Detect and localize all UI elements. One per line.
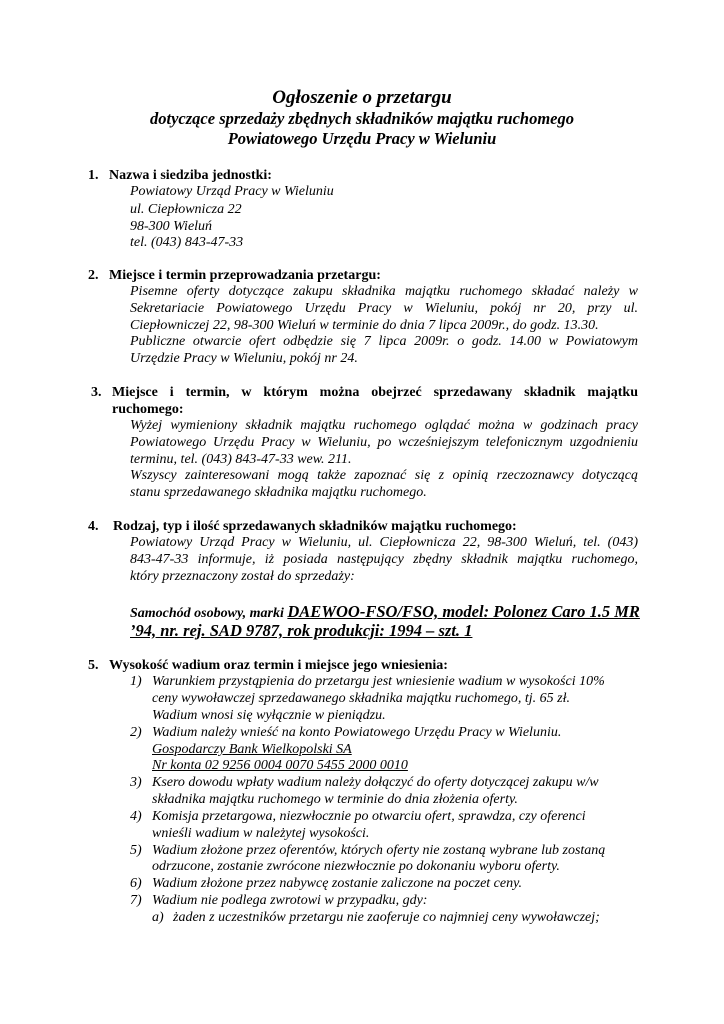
- section-heading: Rodzaj, typ i ilość sprzedawanych składników majątku ruchomego:: [113, 519, 517, 534]
- list-item-line: Wadium złożone przez nabywcę zostanie zaliczone na poczet ceny.: [152, 876, 523, 891]
- body-line: 843-47-33 informuje, iż posiada następujący zbędny składnik majątku ruchomego,: [130, 552, 638, 567]
- list-item-line: Komisja przetargowa, niezwłocznie po otwarciu ofert, sprawdza, czy oferenci: [152, 809, 586, 824]
- vehicle-prefix: Samochód osobowy, marki: [130, 606, 288, 621]
- list-item-line: odrzucone, zostanie zwrócone niezwłocznie po dokonaniu wyboru oferty.: [152, 859, 560, 874]
- list-item-line: Wadium należy wnieść na konto Powiatowego Urzędu Pracy w Wieluniu.: [152, 725, 562, 740]
- body-line: stanu sprzedawanego składnika majątku ruchomego.: [130, 485, 427, 500]
- list-item-line: ceny wywoławczej sprzedawanego składnika majątku ruchomego, tj. 65 zł.: [152, 691, 570, 706]
- body-line: który przeznaczony został do sprzedaży:: [130, 569, 355, 584]
- section-heading: Wysokość wadium oraz termin i miejsce jego wniesienia:: [109, 658, 448, 673]
- body-line: ul. Ciepłownicza 22: [130, 202, 242, 217]
- body-line: Ciepłowniczej 22, 98-300 Wieluń w terminie do dnia 7 lipca 2009r., do godz. 13.30.: [130, 318, 599, 333]
- body-line: Publiczne otwarcie ofert odbędzie się 7 lipca 2009r. o godz. 14.00 w Powiatowym: [130, 334, 638, 349]
- list-item-line: Wadium nie podlega zwrotowi w przypadku, gdy:: [152, 893, 428, 908]
- section-heading: Miejsce i termin przeprowadzania przetargu:: [109, 268, 381, 283]
- document-title: Ogłoszenie o przetargu: [272, 87, 452, 108]
- section-number: 1.: [88, 168, 99, 183]
- list-item-line: składnika majątku ruchomego w terminie do dnia złożenia oferty.: [152, 792, 518, 807]
- list-item-line: wnieśli wadium w należytej wysokości.: [152, 826, 370, 841]
- body-line: Powiatowego Urzędu Pracy w Wieluniu, po wcześniejszym telefonicznym uzgodnieniu: [130, 435, 638, 450]
- list-item-line: Wadium złożone przez oferentów, których oferty nie zostaną wybrane lub zostaną: [152, 843, 606, 858]
- sub-item-line: żaden z uczestników przetargu nie zaoferuje co najmniej ceny wywoławczej;: [173, 910, 600, 925]
- document-subtitle-line-1: dotyczące sprzedaży zbędnych składników majątku ruchomego: [150, 109, 574, 128]
- vehicle-description-line-2: ’94, nr. rej. SAD 9787, rok produkcji: 1994 – szt. 1: [130, 621, 473, 640]
- body-line: Urzędzie Pracy w Wieluniu, pokój nr 24.: [130, 351, 358, 366]
- body-line: Pisemne oferty dotyczące zakupu składnika majątku ruchomego składać należy w: [130, 284, 638, 299]
- list-item-number: 6): [130, 876, 142, 891]
- list-item-number: 7): [130, 893, 142, 908]
- document-subtitle-line-2: Powiatowego Urzędu Pracy w Wieluniu: [227, 129, 497, 148]
- list-item-line: Warunkiem przystąpienia do przetargu jest wniesienie wadium w wysokości 10%: [152, 674, 605, 689]
- body-line: 98-300 Wieluń: [130, 219, 213, 234]
- body-line: tel. (043) 843-47-33: [130, 235, 244, 250]
- body-line: Wszyscy zainteresowani mogą także zapoznać się z opinią rzeczoznawcy dotyczącą: [130, 468, 638, 483]
- list-item-number: 3): [130, 775, 142, 790]
- list-item-number: 5): [130, 843, 142, 858]
- list-item-line: Ksero dowodu wpłaty wadium należy dołączyć do oferty dotyczącej zakupu w/w: [152, 775, 599, 790]
- body-line: Wyżej wymieniony składnik majątku ruchomego oglądać można w godzinach pracy: [130, 418, 638, 433]
- section-number: 2.: [88, 268, 99, 283]
- section-number: 5.: [88, 658, 99, 673]
- sub-item-letter: a): [152, 910, 164, 925]
- body-line: Powiatowy Urząd Pracy w Wieluniu: [130, 184, 334, 199]
- section-number: 4.: [88, 519, 99, 534]
- body-line: Powiatowy Urząd Pracy w Wieluniu, ul. Ciepłownicza 22, 98-300 Wieluń, tel. (043): [130, 535, 638, 550]
- bank-name: Gospodarczy Bank Wielkopolski SA: [152, 742, 352, 757]
- list-item-number: 4): [130, 809, 142, 824]
- list-item-number: 2): [130, 725, 142, 740]
- body-line: terminu, tel. (043) 843-47-33 wew. 211.: [130, 452, 352, 467]
- bank-account-number: Nr konta 02 9256 0004 0070 5455 2000 0010: [152, 758, 408, 773]
- body-line: Sekretariacie Powiatowego Urzędu Pracy w Wieluniu, pokój nr 20, przy ul.: [130, 301, 638, 316]
- vehicle-description-line-1: [130, 604, 640, 622]
- section-heading-continued: ruchomego:: [112, 402, 184, 417]
- list-item-number: 1): [130, 674, 142, 689]
- section-heading: Miejsce i termin, w którym można obejrzeć sprzedawany składnik majątku: [112, 385, 638, 400]
- section-heading: Nazwa i siedziba jednostki:: [109, 168, 272, 183]
- section-number: 3.: [91, 385, 102, 400]
- vehicle-model: DAEWOO-FSO/FSO, model: Polonez Caro 1.5 MR: [287, 602, 640, 621]
- list-item-line: Wadium wnosi się wyłącznie w pieniądzu.: [152, 708, 386, 723]
